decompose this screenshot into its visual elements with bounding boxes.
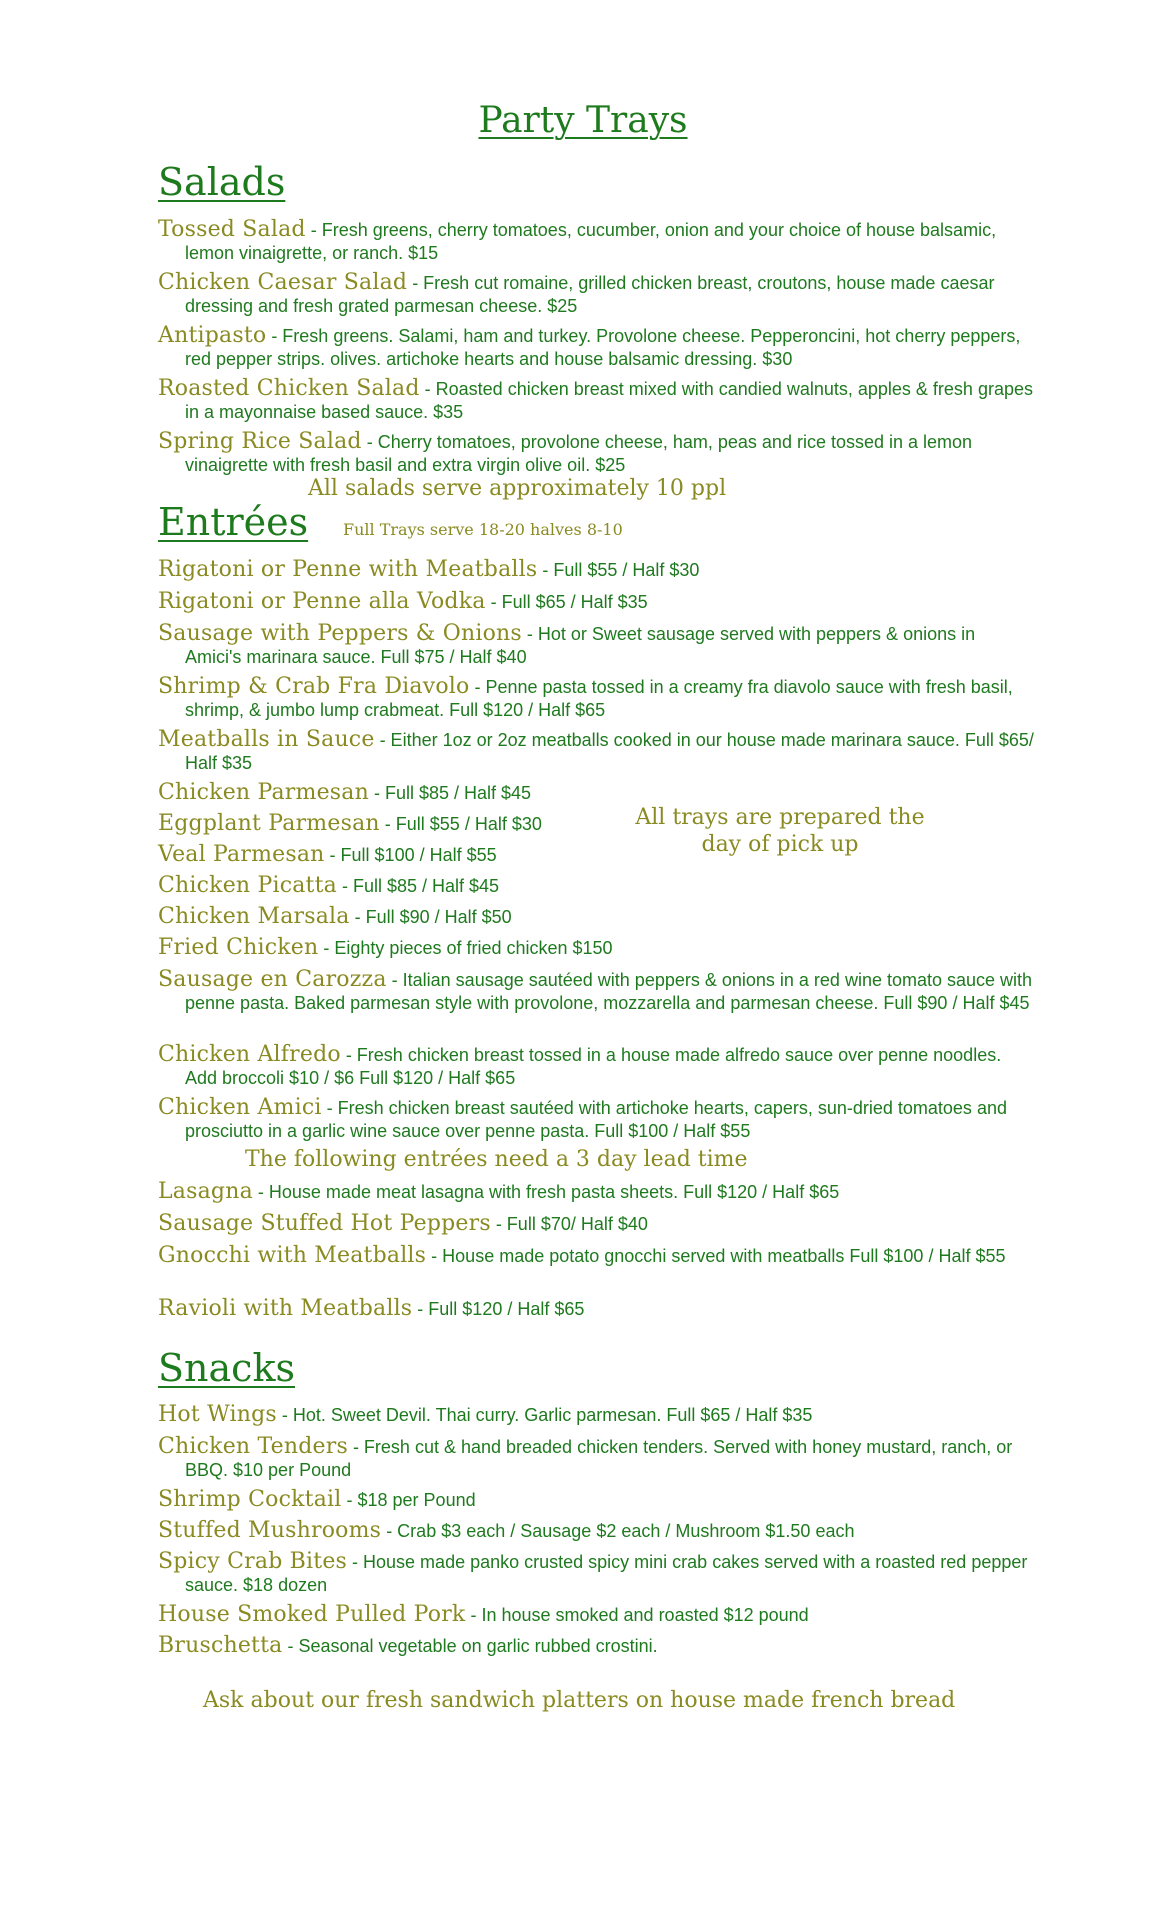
menu-item	[158, 905, 625, 929]
item-desc: - Italian sausage sautéed with peppers & onions in a red wine tomato sauce with penne pasta. Baked parmesan style with provolone, mozzarella and parmesan cheese. Full $90 / Half $45	[185, 970, 1033, 1013]
item-name: Chicken Caesar Salad	[158, 270, 408, 295]
item-desc: - $18 per Pound	[341, 1490, 476, 1510]
item-desc: - Hot or Sweet sausage served with peppers & onions in Amici's marinara sauce. Full $75 / Half $40	[185, 624, 976, 667]
item-name: Rigatoni or Penne with Meatballs	[158, 557, 538, 582]
menu-item	[158, 968, 1035, 1015]
item-name: Shrimp & Crab Fra Diavolo	[158, 674, 470, 699]
item-desc: - House made panko crusted spicy mini crab cakes served with a roasted red pepper sauce. $18 dozen	[185, 1552, 1028, 1595]
item-desc: - Cherry tomatoes, provolone cheese, ham, peas and rice tossed in a lemon vinaigrette with fresh basil and extra virgin olive oil. $25	[185, 432, 973, 475]
item-name: Shrimp Cocktail	[158, 1487, 342, 1512]
item-desc: - Eighty pieces of fried chicken $150	[318, 938, 613, 958]
item-name: Ravioli with Meatballs	[158, 1296, 413, 1321]
menu-item	[158, 781, 625, 805]
menu-item	[158, 812, 625, 836]
entrees-serving-note: Full Trays serve 18-20 halves 8-10	[343, 520, 623, 539]
item-desc: - Seasonal vegetable on garlic rubbed crostini.	[282, 1636, 658, 1656]
item-desc: - Crab $3 each / Sausage $2 each / Mushroom $1.50 each	[381, 1521, 855, 1541]
item-name: Chicken Parmesan	[158, 780, 369, 805]
salads-serving-note: All salads serve approximately 10 ppl	[308, 476, 727, 501]
menu-item	[158, 430, 1035, 477]
pickup-note-line-2: day of pick up	[701, 832, 859, 857]
item-name: Fried Chicken	[158, 935, 319, 960]
item-name: Chicken Picatta	[158, 873, 337, 898]
item-name: Antipasto	[158, 323, 267, 348]
item-desc: - Full $100 / Half $55	[324, 845, 497, 865]
item-name: Roasted Chicken Salad	[158, 376, 420, 401]
menu-item	[158, 675, 1035, 722]
item-name: House Smoked Pulled Pork	[158, 1602, 466, 1627]
page-title: Party Trays	[478, 100, 688, 141]
item-desc: - In house smoked and roasted $12 pound	[465, 1605, 809, 1625]
menu-item	[158, 1180, 1035, 1204]
item-desc: - Full $70/ Half $40	[490, 1214, 648, 1234]
salads-heading: Salads	[158, 160, 286, 204]
item-name: Sausage Stuffed Hot Peppers	[158, 1211, 491, 1236]
menu-item	[158, 874, 625, 898]
menu-item	[158, 1043, 1035, 1090]
item-name: Chicken Marsala	[158, 904, 350, 929]
item-desc: - Full $55 / Half $30	[537, 560, 700, 580]
item-name: Gnocchi with Meatballs	[158, 1243, 427, 1268]
item-name: Eggplant Parmesan	[158, 811, 380, 836]
item-name: Lasagna	[158, 1179, 253, 1204]
entrees-heading: Entrées	[158, 500, 309, 544]
item-desc: - Full $65 / Half $35	[485, 592, 648, 612]
pickup-note	[610, 804, 950, 858]
item-name: Rigatoni or Penne alla Vodka	[158, 589, 486, 614]
item-name: Tossed Salad	[158, 217, 306, 242]
menu-item	[158, 1519, 1035, 1543]
item-desc: - Either 1oz or 2oz meatballs cooked in our house made marinara sauce. Full $65/ Half $35	[185, 730, 1034, 773]
item-desc: - Penne pasta tossed in a creamy fra diavolo sauce with fresh basil, shrimp, & jumbo lump crabmeat. Full $120 / Half $65	[185, 677, 1013, 720]
item-name: Bruschetta	[158, 1633, 283, 1658]
item-desc: - Full $120 / Half $65	[412, 1299, 585, 1319]
menu-item	[158, 843, 625, 867]
item-desc: - Hot. Sweet Devil. Thai curry. Garlic parmesan. Full $65 / Half $35	[276, 1405, 813, 1425]
item-desc: - Fresh chicken breast sautéed with artichoke hearts, capers, sun-dried tomatoes and prosciutto in a garlic wine sauce over penne pasta. Full $100 / Half $55	[185, 1098, 1007, 1141]
item-desc: - Full $85 / Half $45	[336, 876, 500, 896]
menu-item	[158, 1403, 1035, 1427]
menu-item	[158, 1634, 1035, 1658]
menu-item	[158, 377, 1035, 424]
item-desc: - Full $85 / Half $45	[368, 783, 532, 803]
menu-item	[158, 622, 1035, 669]
item-desc: - House made potato gnocchi served with meatballs Full $100 / Half $55	[426, 1246, 1006, 1266]
lead-time-note: The following entrées need a 3 day lead time	[245, 1147, 748, 1172]
menu-item	[158, 936, 1035, 960]
item-name: Meatballs in Sauce	[158, 727, 375, 752]
pickup-note-line-1: All trays are prepared the	[635, 805, 925, 830]
menu-item	[158, 1550, 1035, 1597]
item-name: Hot Wings	[158, 1402, 277, 1427]
menu-item	[158, 1212, 1035, 1236]
item-desc: - Roasted chicken breast mixed with candied walnuts, apples & fresh grapes in a mayonnaise based sauce. $35	[185, 379, 1033, 422]
item-name: Sausage with Peppers & Onions	[158, 621, 522, 646]
item-desc: - Fresh chicken breast tossed in a house made alfredo sauce over penne noodles. Add broccoli $10 / $6 Full $120 / Half $65	[185, 1045, 1002, 1088]
item-desc: - House made meat lasagna with fresh pasta sheets. Full $120 / Half $65	[252, 1182, 840, 1202]
item-desc: - Full $90 / Half $50	[349, 907, 512, 927]
item-name: Sausage en Carozza	[158, 967, 387, 992]
item-name: Chicken Tenders	[158, 1434, 348, 1459]
menu-item	[158, 1244, 1035, 1268]
menu-item	[158, 1488, 1035, 1512]
item-name: Spicy Crab Bites	[158, 1549, 348, 1574]
menu-item	[158, 1603, 1035, 1627]
menu-item	[158, 218, 1035, 265]
item-desc: - Fresh greens, cherry tomatoes, cucumber, onion and your choice of house balsamic, lemon vinaigrette, or ranch. $15	[185, 220, 997, 263]
sandwich-platters-note: Ask about our fresh sandwich platters on house made french bread	[203, 1688, 956, 1713]
item-desc: - Fresh greens. Salami, ham and turkey. Provolone cheese. Pepperoncini, hot cherry peppers, red pepper strips. olives. artichoke hearts and house balsamic dressing. $30	[185, 326, 1021, 369]
item-name: Veal Parmesan	[158, 842, 325, 867]
item-desc: - Fresh cut & hand breaded chicken tenders. Served with honey mustard, ranch, or BBQ. $10 per Pound	[185, 1437, 1013, 1480]
menu-item	[158, 1096, 1035, 1143]
item-desc: - Fresh cut romaine, grilled chicken breast, croutons, house made caesar dressing and fresh grated parmesan cheese. $25	[185, 273, 995, 316]
menu-item	[158, 728, 1035, 775]
menu-item	[158, 558, 1035, 582]
menu-item	[158, 271, 1035, 318]
snacks-heading: Snacks	[158, 1346, 295, 1390]
item-name: Chicken Alfredo	[158, 1042, 341, 1067]
item-name: Chicken Amici	[158, 1095, 322, 1120]
menu-item	[158, 590, 1035, 614]
menu-item	[158, 324, 1035, 371]
item-desc: - Full $55 / Half $30	[379, 814, 542, 834]
menu-item	[158, 1435, 1035, 1482]
menu-item	[158, 1297, 1035, 1321]
item-name: Stuffed Mushrooms	[158, 1518, 382, 1543]
item-name: Spring Rice Salad	[158, 429, 362, 454]
